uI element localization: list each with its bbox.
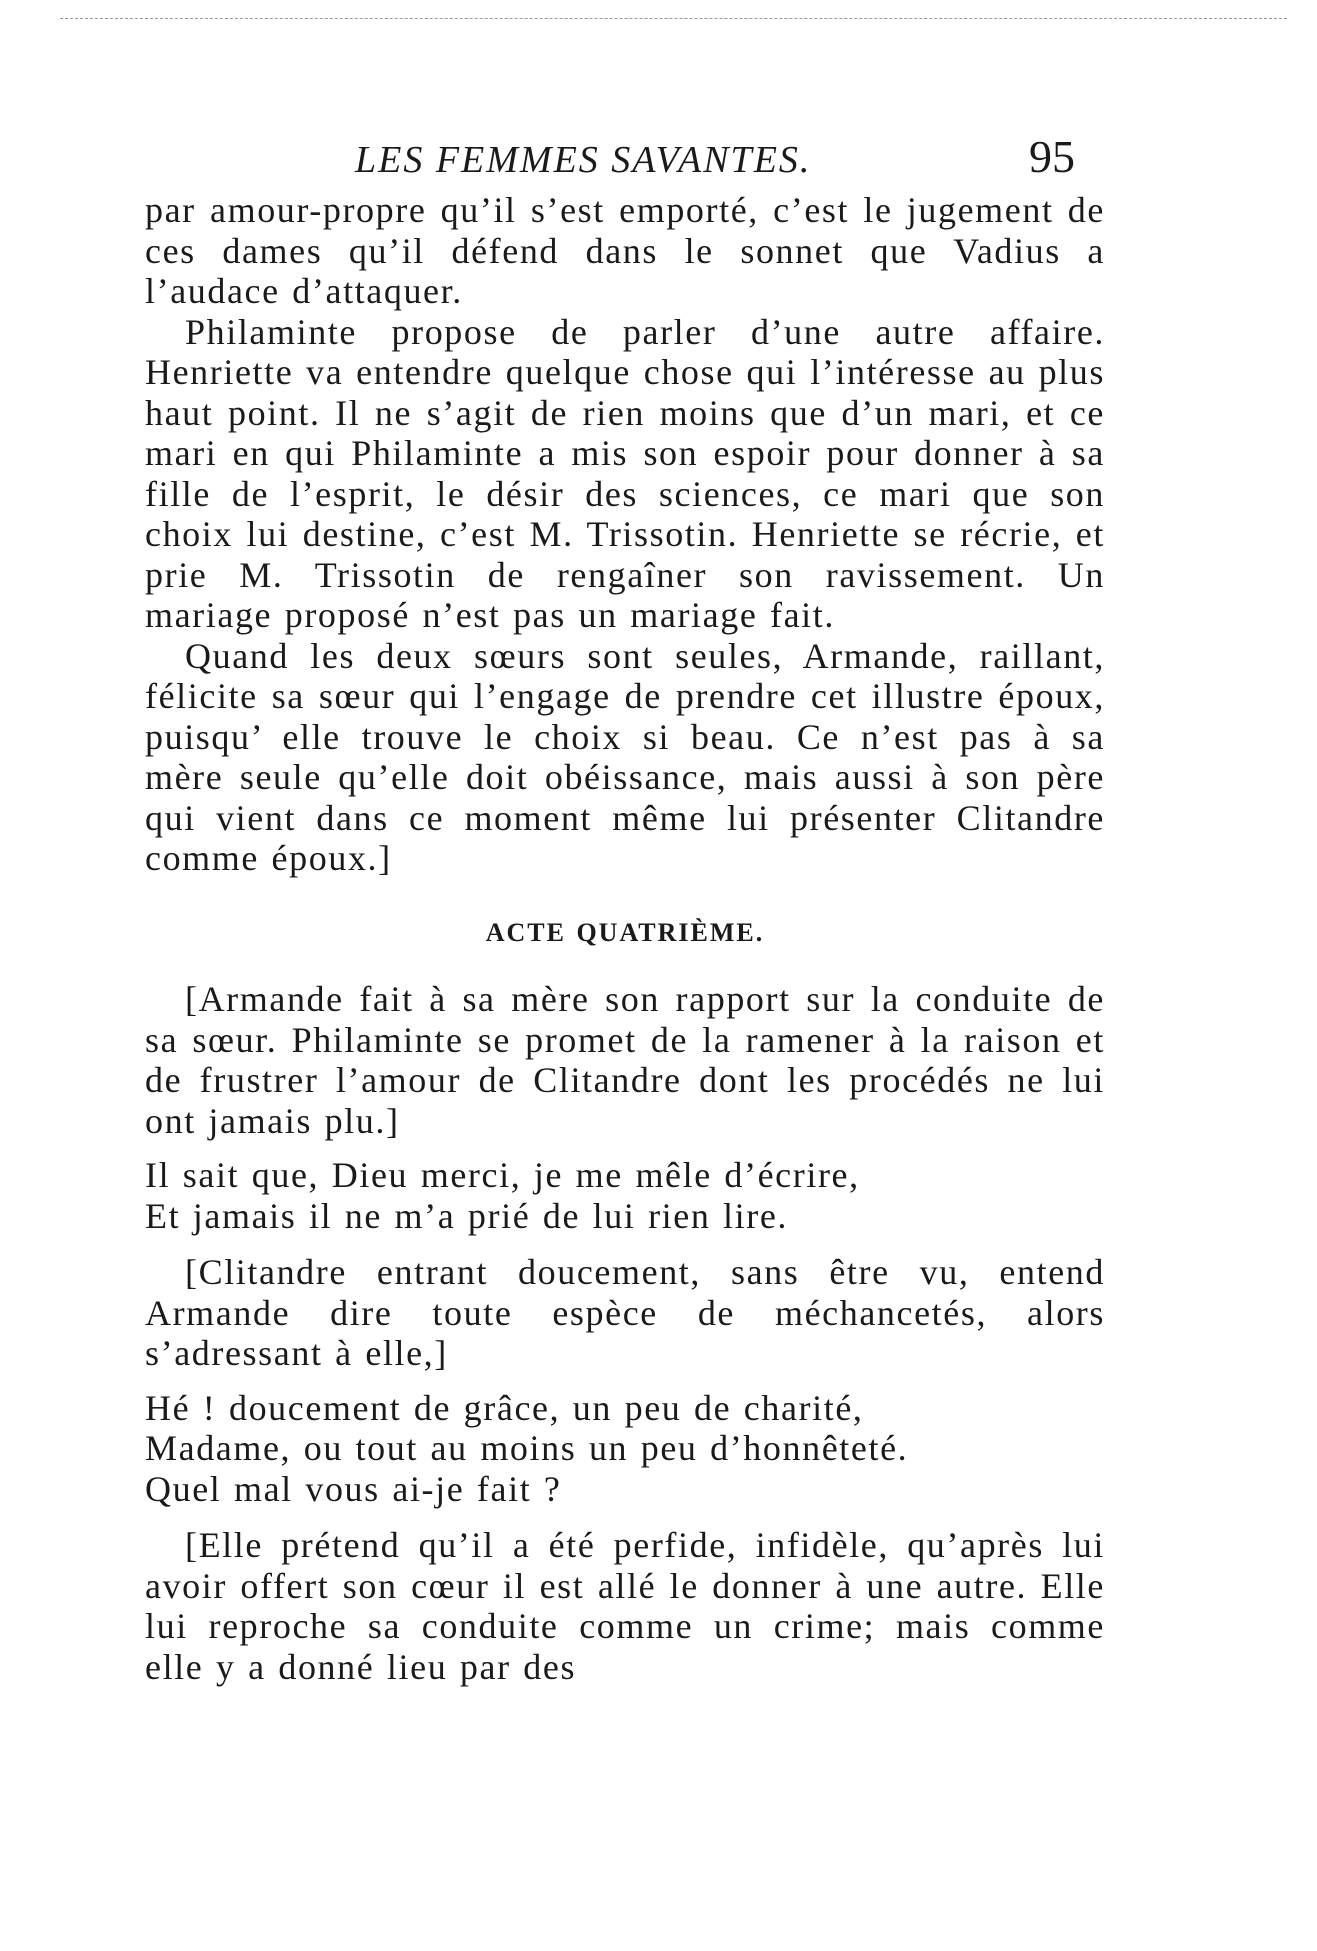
paragraph-5: [Clitandre entrant doucement, sans être vu, entend Armande dire toute espèce de méchancetés, alors s’adressant à elle,]	[145, 1252, 1105, 1373]
verse-block-1	[145, 1155, 1105, 1236]
book-page	[145, 130, 1105, 1687]
scan-top-rule	[60, 18, 1287, 19]
verse-line: Hé ! doucement de grâce, un peu de charité,	[145, 1387, 864, 1428]
verse-block-2	[145, 1388, 1105, 1510]
verse-line: Madame, ou tout au moins un peu d’honnêteté.	[145, 1428, 909, 1468]
page-number: 95	[1029, 131, 1075, 182]
verse-line: Il sait que, Dieu merci, je me mêle d’écrire,	[145, 1155, 860, 1195]
act-heading: ACTE QUATRIÈME.	[485, 917, 765, 947]
paragraph-1: par amour-propre qu’il s’est emporté, c’est le jugement de ces dames qu’il défend dans le sonnet que Vadius a l’audace d’attaquer.	[145, 190, 1105, 311]
paragraph-4: [Armande fait à sa mère son rapport sur la conduite de sa sœur. Philaminte se promet de la ramener à la raison et de frustrer l’amour de Clitandre dont les procédés ne lui ont jamais plu.]	[145, 979, 1105, 1141]
paragraph-6: [Elle prétend qu’il a été perfide, infidèle, qu’après lui avoir offert son cœur il est allé le donner à une autre. Elle lui reproche sa conduite comme un crime; mais comme elle y a donné lieu par des	[145, 1525, 1105, 1687]
page-body	[145, 190, 1105, 1687]
verse-line: Et jamais il ne m’a prié de lui rien lire.	[145, 1195, 789, 1236]
paragraph-2: Philaminte propose de parler d’une autre affaire. Henriette va entendre quelque chose qui l’intéresse au plus haut point. Il ne s’agit de rien moins que d’un mari, et ce mari en qui Philaminte a mis son espoir pour donner à sa fille de l’esprit, le désir des sciences, ce mari que son choix lui destine, c’est M. Trissotin. Henriette se récrie, et prie M. Trissotin de rengaîner son ravissement. Un mariage proposé n’est pas un mariage fait.	[145, 311, 1105, 635]
verse-line: Quel mal vous ai-je fait ?	[145, 1468, 562, 1509]
paragraph-3: Quand les deux sœurs sont seules, Armande, raillant, félicite sa sœur qui l’engage de prendre cet illustre époux, puisqu’ elle trouve le choix si beau. Ce n’est pas à sa mère seule qu’elle doit obéissance, mais aussi à son père qui vient dans ce moment même lui présenter Clitandre comme époux.]	[145, 635, 1105, 878]
running-title: LES FEMMES SAVANTES.	[355, 139, 812, 181]
page-header	[145, 130, 1105, 190]
